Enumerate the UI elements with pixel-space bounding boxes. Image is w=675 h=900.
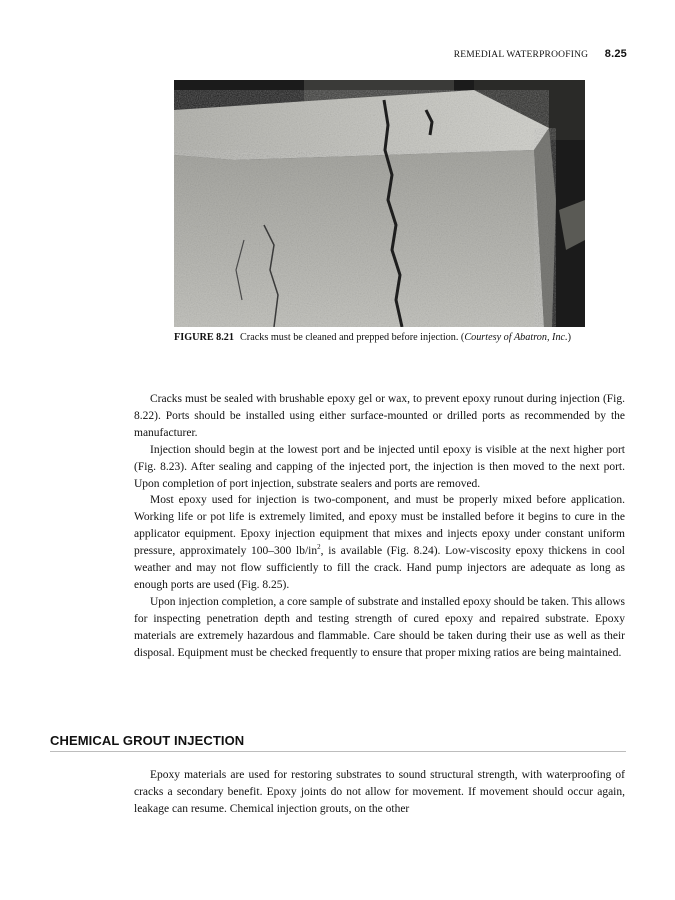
cracked-concrete-photo <box>174 80 585 327</box>
paragraph: Injection should begin at the lowest port and be injected until epoxy is visible at the next higher port (Fig. 8.23). After sealing and capping of the injected port, the injection is then moved to the next port. Upon completion of port injection, substrate sealers and ports are removed. <box>134 443 625 490</box>
running-title: REMEDIAL WATERPROOFING <box>453 50 589 60</box>
section-heading: CHEMICAL GROUT INJECTION <box>50 733 626 752</box>
section-body <box>134 767 625 818</box>
paragraph <box>134 492 625 593</box>
page-number: 8.25 <box>604 48 627 60</box>
figure-caption <box>174 331 585 344</box>
superscript: 2 <box>317 543 321 552</box>
paragraph: Upon injection completion, a core sample of substrate and installed epoxy should be taken. This allows for inspecting penetration depth and testing strength of cured epoxy and repaired substrate. Epoxy materials are extremely hazardous and flammable. Care should be taken during their use as well as their disposal. Equipment must be checked frequently to ensure that proper mixing ratios are being maintained. <box>134 595 625 659</box>
caption-close: ) <box>567 332 572 343</box>
figure-photo <box>174 80 585 327</box>
caption-courtesy: Courtesy of Abatron, Inc. <box>464 332 568 343</box>
caption-text: Cracks must be cleaned and prepped before injection. ( <box>240 332 465 343</box>
paragraph: Epoxy materials are used for restoring substrates to sound structural strength, with waterproofing of cracks a secondary benefit. Epoxy joints do not allow for movement. If movement should occur again, leakage can resume. Chemical injection grouts, on the other <box>134 769 625 815</box>
paragraph-tail: , is available (Fig. 8.24). Low-viscosity epoxy thickens in cool weather and may not flow sufficiently to fill the crack. Hand pump injectors are adequate as long as enough ports are used (Fig. 8.25). <box>134 545 625 591</box>
paragraph-text: Most epoxy used for injection is two-component, and must be properly mixed before application. Working life or pot life is extremely limited, and epoxy must be installed before it begins to cure in the applicator equipment. Epoxy injection equipment that mixes and injects epoxy under constant uniform pressure, approximately 100–300 lb/in <box>134 494 625 558</box>
figure-label: FIGURE 8.21 <box>174 332 234 343</box>
paragraph: Cracks must be sealed with brushable epoxy gel or wax, to prevent epoxy runout during injection (Fig. 8.22). Ports should be installed using either surface-mounted or drilled ports as recommended by the manufacturer. <box>134 393 625 439</box>
body-text <box>134 391 625 662</box>
running-head <box>454 48 627 60</box>
